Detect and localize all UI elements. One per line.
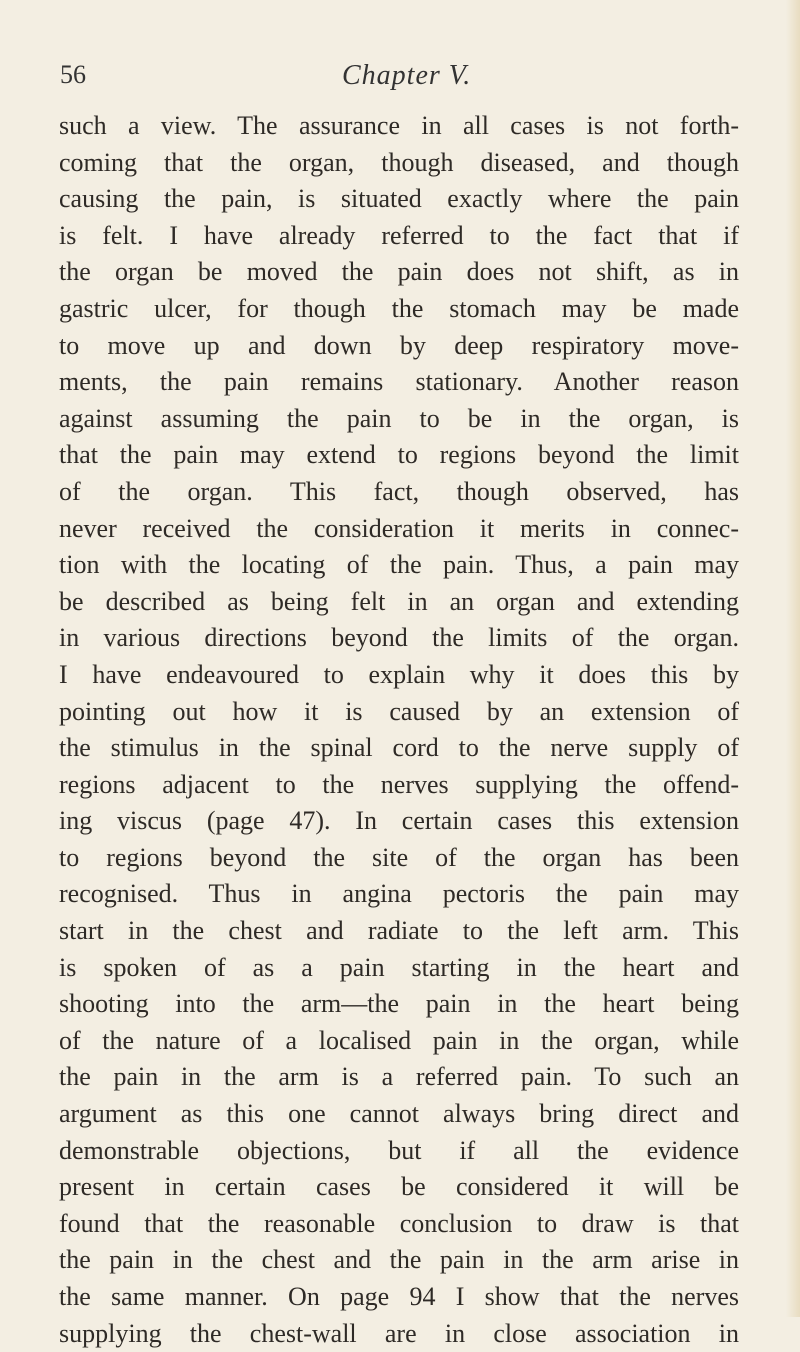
text-line: the organ be moved the pain does not shift, as in <box>59 257 739 287</box>
text-line: supplying the chest-wall are in close association in <box>59 1318 739 1348</box>
text-line: pointing out how it is caused by an extension of <box>59 696 739 726</box>
text-line: tion with the locating of the pain. Thus, a pain may <box>59 550 739 580</box>
text-line: the pain in the arm is a referred pain. To such an <box>59 1062 739 1092</box>
text-line: start in the chest and radiate to the left arm. This <box>59 916 739 946</box>
running-head: Chapter V. <box>342 60 472 91</box>
text-line: never received the consideration it merits in connec- <box>59 513 739 543</box>
text-line: of the organ. This fact, though observed, has <box>59 476 739 506</box>
page-header <box>60 60 760 100</box>
text-line: in various directions beyond the limits of the organ. <box>59 623 739 653</box>
text-line: the stimulus in the spinal cord to the nerve supply of <box>59 733 739 763</box>
text-line: against assuming the pain to be in the organ, is <box>59 403 739 433</box>
text-line: ments, the pain remains stationary. Another reason <box>59 367 739 397</box>
text-line: shooting into the arm—the pain in the heart being <box>59 989 739 1019</box>
text-line: ing viscus (page 47). In certain cases this extension <box>59 806 739 836</box>
text-line: the same manner. On page 94 I show that the nerves <box>59 1282 739 1311</box>
text-line: argument as this one cannot always bring direct and <box>59 1099 739 1129</box>
page-edge <box>786 0 800 1317</box>
text-line: causing the pain, is situated exactly where the pain <box>59 184 739 214</box>
text-line: demonstrable objections, but if all the evidence <box>59 1135 739 1165</box>
body-text <box>59 108 739 1352</box>
text-line: such a view. The assurance in all cases is not forth- <box>59 111 739 140</box>
text-line: regions adjacent to the nerves supplying the offend- <box>59 769 739 799</box>
text-line: the pain in the chest and the pain in the arm arise in <box>59 1245 739 1275</box>
text-line: present in certain cases be considered it will be <box>59 1172 739 1202</box>
text-line: of the nature of a localised pain in the organ, while <box>59 1025 739 1055</box>
text-line: is felt. I have already referred to the fact that if <box>59 220 739 250</box>
text-line: to move up and down by deep respiratory move- <box>59 330 739 360</box>
text-line: to regions beyond the site of the organ has been <box>59 842 739 872</box>
page-number: 56 <box>60 60 86 89</box>
text-line: recognised. Thus in angina pectoris the pain may <box>59 879 739 909</box>
text-line: I have endeavoured to explain why it does this by <box>59 659 739 689</box>
text-line: found that the reasonable conclusion to draw is that <box>59 1208 739 1238</box>
text-line: that the pain may extend to regions beyond the limit <box>59 440 739 470</box>
text-line: is spoken of as a pain starting in the heart and <box>59 952 739 982</box>
text-line: coming that the organ, though diseased, and though <box>59 147 739 177</box>
text-line: be described as being felt in an organ and extending <box>59 586 739 616</box>
text-line: gastric ulcer, for though the stomach may be made <box>59 293 739 323</box>
